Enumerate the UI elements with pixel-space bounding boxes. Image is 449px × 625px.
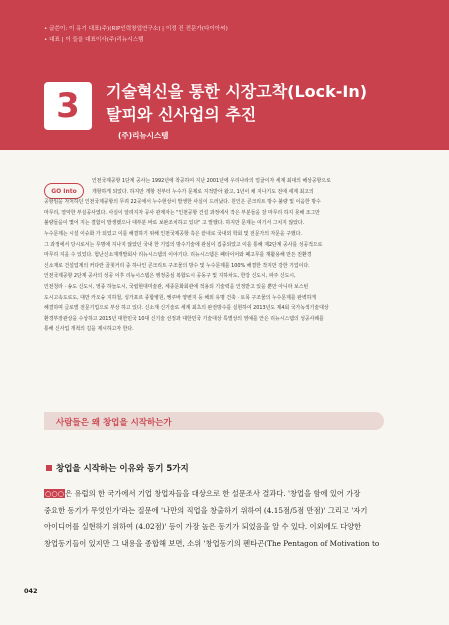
- company-name: (주)리뉴시스템: [118, 131, 169, 140]
- body-line: 마무리 지을 수 있었다. 험난신소재개발회사 리뉴시스템의 이야기다. 리뉴시스템은 폐타이어와 폐고무를 재활용해 만든 친환경: [44, 252, 312, 259]
- section-title: 사람들은 왜 창업을 시작하는가: [56, 418, 172, 428]
- body-line: 통해 신사업 개척의 길을 제시하고자 한다.: [44, 326, 134, 333]
- body-line: 불량들을이 몇어 지는 결함이 발생했으나 대부분 바로 보완조치하고 있다" 고 말했다. 하지만 문제는 여기서 그치지 않았다.: [44, 220, 305, 227]
- body-line: 인천국제공항 2단계 공사의 성공 이후 리뉴시스템은 행정중심 복합도시 공동구 및 지하차도, 한강 신도시, 파주 신도시,: [44, 273, 296, 280]
- detail-line-text: 은 유럽의 한 국가에서 기업 창업자들을 대상으로 한 설문조사 결과다. '창업을 함에 있어 가장: [65, 489, 361, 498]
- body-line: 인천국제공항 1단계 공사는 1992년에 착공하여 지난 2001년에 우리나라의 얼굴이자 세계 최대의 해상공항으로: [92, 178, 331, 184]
- detail-paragraph: [44, 486, 414, 552]
- body-line: 인천청라 · 송도 신도시, 영종 하늘도시, 국립현대미술관, 세종문화회관에 적용되 기술력을 인정받고 있을 뿐만 아니라 보스턴: [44, 283, 309, 290]
- go-into-badge: GO Into: [44, 183, 84, 199]
- detail-line: 아이디어를 실현하기 위하여 (4.02점)' 등이 가장 높은 동기가 되었음을 알 수 있다. 이외에도 다양한: [44, 522, 362, 532]
- highlighted-term: ○○○: [45, 489, 65, 498]
- chapter-number-box: [44, 82, 92, 130]
- author-credits: [44, 24, 228, 46]
- body-line: 공항임을 자처하던 인천국제공항의 무려 22곳에서 누수현상이 발생한 사실이 드러났다. 원인은 콘크리트 방수 불량 및 이음한 방수: [44, 199, 321, 206]
- credit-line: • 대표 | 이 들을 대표이사(주)리뉴시스템: [44, 37, 144, 43]
- detail-line: 중요한 동기가 무엇인가'라는 질문에 '나만의 직업을 창출하기 위하여 (4.15점/5점 만점)' 그리고 '자기: [44, 505, 368, 515]
- body-line: 그 과정에서 당시로서는 무명에 지나지 않았던 국내 한 기업의 방수기술에 관심이 집중되었고 이를 통해 제2단계 공사를 성공적으로: [44, 241, 323, 248]
- body-line: 신소재로 건설업계의 커다란 골칫거리 중 하나인 콘크리트 구조물의 방수 및 누수문제를 100% 해결한 작지만 강한 기업이다.: [44, 262, 310, 269]
- body-line: 누수문제는 시설 이슈화 가 되었고 이를 해결하기 위해 인천국제공항 측은 끝내로 국내외 학회 및 전문가의 자문을 구했다.: [44, 230, 302, 237]
- credit-line: • 글쓴이: 이 유기 대표(주)(RIP인력창업연구소) | 이정 진 전문가(다이아씨): [44, 26, 228, 32]
- detail-line: [44, 486, 414, 503]
- sub-heading: 창업을 시작하는 이유와 동기 5가지: [56, 464, 189, 474]
- title-line: 탈피와 신사업의 추진: [106, 105, 257, 124]
- body-line: 해결하며 글로벌 전문기업으로 부상 하고 있다. 신소재 신기술로 세계 최초의 완전방수를 실현하여 2013년도 제4회 국가녹색기술대상: [44, 305, 329, 312]
- body-line: 개항하게 되었다. 하지만 개항 전부터 누수가 문제로 지적받아 왔고, 1년이 채 지나기도 전에 세계 최고의: [92, 188, 314, 195]
- chapter-number: 3: [56, 86, 80, 126]
- title-line: 기술혁신을 통한 시장고착(Lock-In): [106, 82, 368, 101]
- detail-line: 창업동기들이 있지만 그 내용을 종합해 보면, 소위 '창업동기의 펜타곤(The Pentagon of Motivation to: [44, 538, 380, 548]
- article-title: [106, 80, 367, 126]
- page-number: 042: [24, 587, 38, 595]
- square-bullet-icon: [46, 465, 52, 471]
- body-line: 마무리, 열악한 부실공사였다. 사실이 알려지자 공사 관계자는 "인천공항 건설 과정에서 작은 부분들을 잘 마무리 하지 못해 조그만: [44, 209, 320, 216]
- body-line: 도시고속도로도, 대만 카오슝 지하철, 싱가포르 종합병원, 쌩쿠바 양변지 등 해외 유명 건축 · 토목 구조물의 누수문제를 완벽하게: [44, 294, 317, 301]
- intro-paragraph: [44, 176, 414, 335]
- body-line: 환경부장관상을 수상하고 2015년 대한민국 10대 신기술 선정과 대한민국 기술대상 특별상의 영예를 안은 리뉴시스템의 성공사례를: [44, 315, 324, 322]
